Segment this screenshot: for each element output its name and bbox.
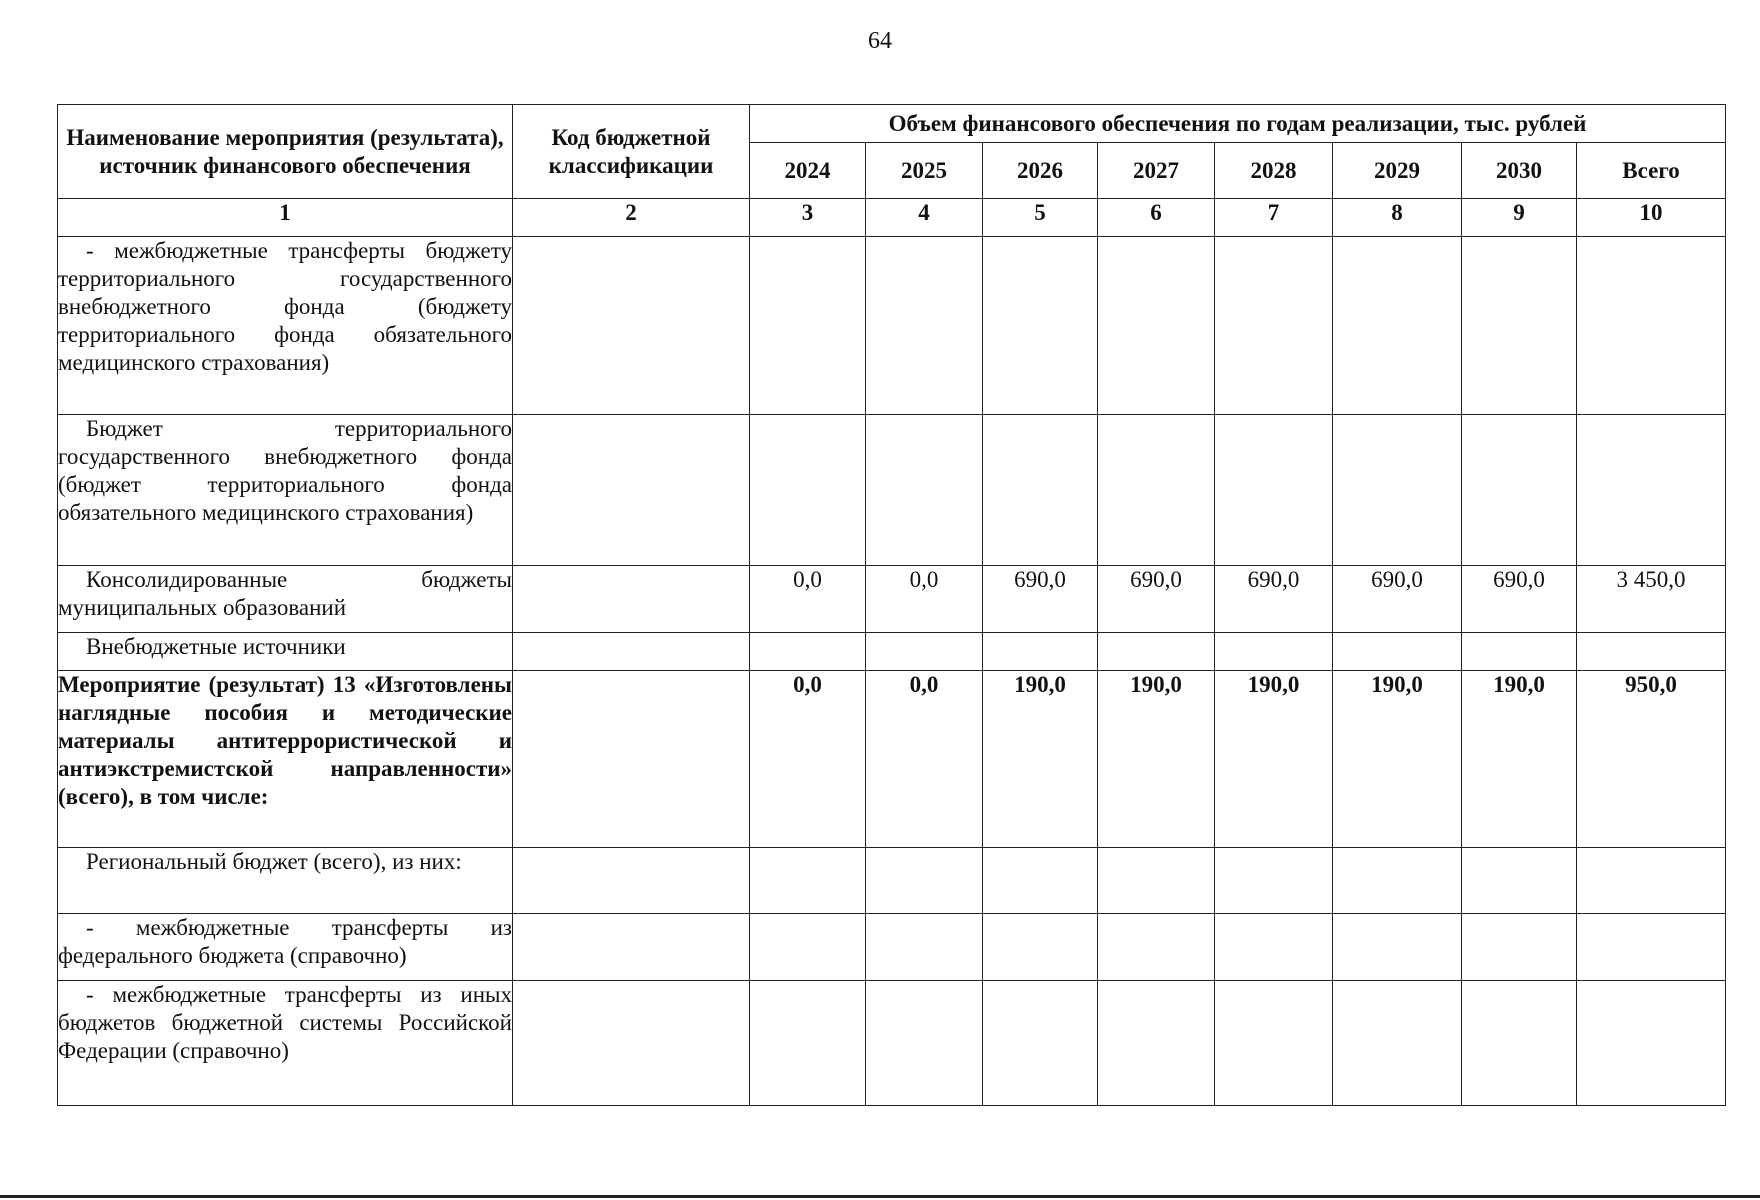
row-total: 3 450,0	[1577, 566, 1726, 633]
header-year: 2024	[750, 143, 866, 199]
header-year: 2025	[866, 143, 983, 199]
column-number: 4	[866, 199, 983, 237]
column-number: 1	[58, 199, 513, 237]
row-code	[513, 848, 750, 914]
row-value	[1333, 237, 1462, 415]
row-value	[1462, 848, 1577, 914]
row-name-text: Мероприятие (результат) 13 «Изготовлены наглядные пособия и методические материалы антитеррористической и антиэкстремистской направленности» (всего), в том числе:	[58, 672, 512, 809]
row-value	[750, 981, 866, 1106]
row-value	[983, 633, 1098, 671]
column-number: 10	[1577, 199, 1726, 237]
row-value	[750, 633, 866, 671]
row-value: 690,0	[1462, 566, 1577, 633]
row-total	[1577, 237, 1726, 415]
column-number: 7	[1215, 199, 1333, 237]
row-name-text: Консолидированные бюджеты муниципальных образований	[58, 567, 512, 620]
row-value	[1333, 981, 1462, 1106]
table-row	[58, 237, 1726, 415]
column-number: 3	[750, 199, 866, 237]
financing-table	[57, 104, 1726, 1106]
table-row	[58, 848, 1726, 914]
row-value	[1333, 633, 1462, 671]
table-row	[58, 914, 1726, 981]
row-value	[750, 914, 866, 981]
row-value: 190,0	[1333, 671, 1462, 848]
header-year: 2029	[1333, 143, 1462, 199]
row-value	[1098, 981, 1215, 1106]
column-number: 9	[1462, 199, 1577, 237]
row-value	[1098, 237, 1215, 415]
column-number: 8	[1333, 199, 1462, 237]
row-value	[866, 237, 983, 415]
row-value	[1462, 415, 1577, 566]
header-row-top	[58, 105, 1726, 143]
row-value	[1098, 914, 1215, 981]
row-name-text: Внебюджетные источники	[86, 634, 346, 659]
row-value	[983, 415, 1098, 566]
row-name-text: - межбюджетные трансферты бюджету территориального государственного внебюджетного фонда (бюджету территориального фонда обязательного медицинского страхования)	[58, 238, 512, 375]
row-value	[983, 848, 1098, 914]
header-financing-group: Объем финансового обеспечения по годам реализации, тыс. рублей	[750, 105, 1726, 143]
column-number: 5	[983, 199, 1098, 237]
row-value	[866, 914, 983, 981]
column-number-row	[58, 199, 1726, 237]
column-number: 2	[513, 199, 750, 237]
row-name-text: - межбюджетные трансферты из иных бюджетов бюджетной системы Российской Федерации (справочно)	[58, 982, 512, 1063]
row-name-text: Региональный бюджет (всего), из них:	[86, 849, 462, 874]
row-code	[513, 914, 750, 981]
row-name	[58, 237, 513, 415]
row-value: 190,0	[1215, 671, 1333, 848]
row-total	[1577, 633, 1726, 671]
header-name-column: Наименование мероприятия (результата), источник финансового обеспечения	[58, 105, 513, 199]
row-code	[513, 566, 750, 633]
row-value	[1215, 237, 1333, 415]
row-value	[1333, 848, 1462, 914]
row-code	[513, 415, 750, 566]
row-total: 950,0	[1577, 671, 1726, 848]
row-value: 690,0	[1098, 566, 1215, 633]
row-value: 190,0	[1098, 671, 1215, 848]
row-name	[58, 914, 513, 981]
row-value	[1098, 415, 1215, 566]
row-value	[983, 237, 1098, 415]
row-value: 0,0	[750, 671, 866, 848]
row-total	[1577, 415, 1726, 566]
row-value	[1462, 981, 1577, 1106]
row-value	[1215, 848, 1333, 914]
row-value	[1215, 415, 1333, 566]
header-code-column: Код бюджетной классификации	[513, 105, 750, 199]
header-year: 2030	[1462, 143, 1577, 199]
row-value: 690,0	[1333, 566, 1462, 633]
row-value	[750, 237, 866, 415]
table-row	[58, 415, 1726, 566]
row-code	[513, 633, 750, 671]
row-name	[58, 671, 513, 848]
row-value: 190,0	[983, 671, 1098, 848]
row-name	[58, 566, 513, 633]
row-value	[750, 848, 866, 914]
row-value	[1333, 914, 1462, 981]
header-total: Всего	[1577, 143, 1726, 199]
row-name	[58, 633, 513, 671]
row-total	[1577, 848, 1726, 914]
row-value: 0,0	[866, 671, 983, 848]
row-value: 690,0	[1215, 566, 1333, 633]
row-value	[1215, 633, 1333, 671]
header-year: 2028	[1215, 143, 1333, 199]
row-value	[983, 914, 1098, 981]
row-code	[513, 981, 750, 1106]
row-total	[1577, 914, 1726, 981]
row-value: 190,0	[1462, 671, 1577, 848]
row-value	[866, 848, 983, 914]
row-value	[983, 981, 1098, 1106]
row-code	[513, 237, 750, 415]
row-value: 0,0	[866, 566, 983, 633]
row-value	[750, 415, 866, 566]
row-value	[1462, 237, 1577, 415]
header-year: 2027	[1098, 143, 1215, 199]
row-code	[513, 671, 750, 848]
column-number: 6	[1098, 199, 1215, 237]
row-value	[1215, 981, 1333, 1106]
row-value	[1462, 914, 1577, 981]
row-value	[1462, 633, 1577, 671]
row-value	[1098, 633, 1215, 671]
row-value	[866, 415, 983, 566]
row-value	[1333, 415, 1462, 566]
row-value	[1215, 914, 1333, 981]
row-value	[866, 981, 983, 1106]
row-value: 690,0	[983, 566, 1098, 633]
row-name	[58, 848, 513, 914]
table-row	[58, 671, 1726, 848]
header-year: 2026	[983, 143, 1098, 199]
row-name-text: Бюджет территориального государственного внебюджетного фонда (бюджет территориального фонда обязательного медицинского страхования)	[58, 416, 512, 525]
page-bottom-rule	[0, 1195, 1760, 1198]
table-row	[58, 981, 1726, 1106]
row-name-text: - межбюджетные трансферты из федерального бюджета (справочно)	[58, 915, 512, 968]
row-value: 0,0	[750, 566, 866, 633]
table-row	[58, 633, 1726, 671]
row-name	[58, 415, 513, 566]
page-number: 64	[868, 28, 892, 54]
row-total	[1577, 981, 1726, 1106]
row-value	[866, 633, 983, 671]
row-value	[1098, 848, 1215, 914]
row-name	[58, 981, 513, 1106]
table-row	[58, 566, 1726, 633]
